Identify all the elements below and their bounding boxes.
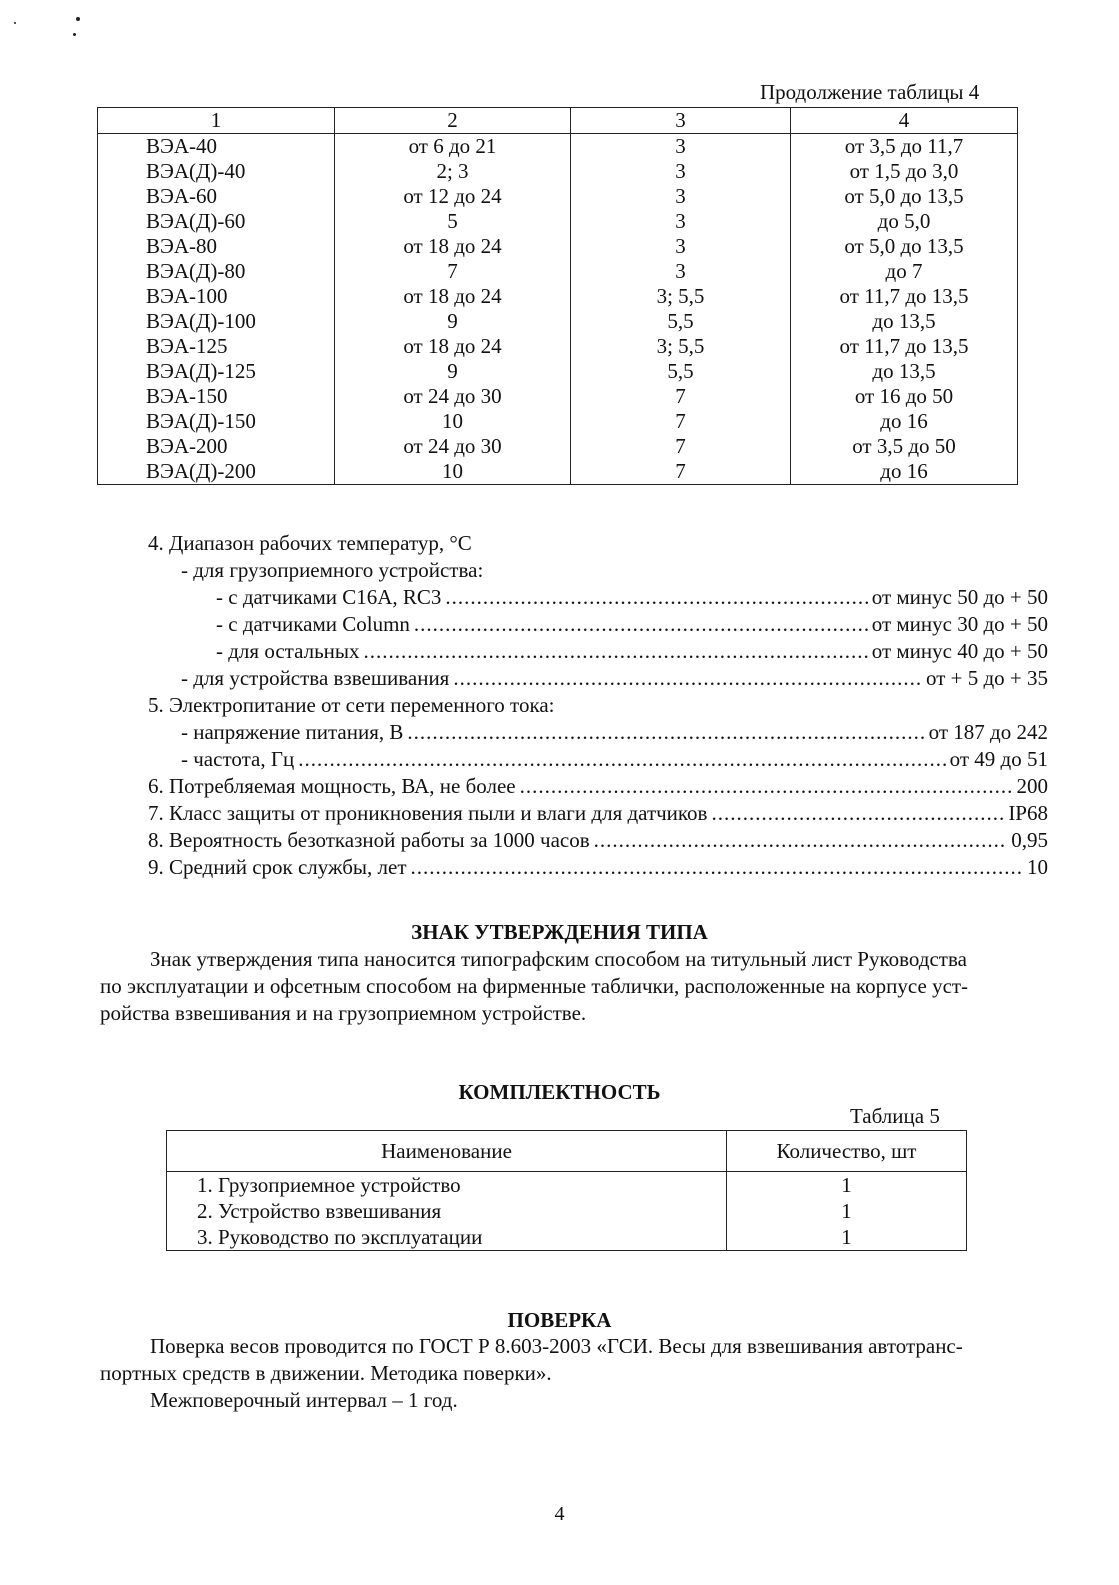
table4-cell: 9: [335, 309, 571, 334]
table5-caption: Таблица 5: [850, 1104, 940, 1128]
table4-row: [98, 409, 1018, 434]
table4-cell: ВЭА-200: [98, 434, 335, 459]
spec-value: от 187 до 242: [928, 720, 1048, 744]
table4-cell: до 13,5: [791, 309, 1018, 334]
table4-row: [98, 159, 1018, 184]
table4-row: [98, 259, 1018, 284]
table4-header-cell: 3: [571, 108, 791, 134]
spec-value: от минус 40 до + 50: [871, 639, 1048, 663]
paragraph-line: ройства взвешивания и на грузоприемном устройстве.: [100, 1001, 587, 1025]
spec-label: - для остальных: [216, 639, 360, 663]
table4-cell: ВЭА-100: [98, 284, 335, 309]
spec-value: 0,95: [1011, 828, 1048, 852]
table4-cell: от 3,5 до 11,7: [791, 134, 1018, 160]
table4-cell: до 5,0: [791, 209, 1018, 234]
table4-row: [98, 309, 1018, 334]
table5-header-cell: Количество, шт: [727, 1131, 967, 1172]
spec-label: 4. Диапазон рабочих температур, °C: [148, 531, 472, 555]
table4-cell: от 6 до 21: [335, 134, 571, 160]
table4-cell: от 11,7 до 13,5: [791, 334, 1018, 359]
spec-line-c16a: [216, 584, 1048, 611]
table4-cell: ВЭА-40: [98, 134, 335, 160]
spec-label: - с датчиками C16A, RC3: [216, 585, 442, 609]
table4-cell: ВЭА-60: [98, 184, 335, 209]
table5-header-cell: Наименование: [167, 1131, 727, 1172]
spec-line-power: [148, 773, 1048, 800]
table4-row: [98, 384, 1018, 409]
spec-line-frequency: [181, 746, 1048, 773]
table4-cell: до 7: [791, 259, 1018, 284]
table5-row: [167, 1198, 967, 1224]
table4-cell: 3: [571, 234, 791, 259]
table4-cell: от 16 до 50: [791, 384, 1018, 409]
table4-cell: 3: [571, 159, 791, 184]
table4-cell: 5,5: [571, 309, 791, 334]
verification-paragraph: [100, 1333, 1050, 1414]
table4-cell: 7: [571, 459, 791, 485]
spec-line-column: [216, 611, 1048, 638]
table4-cell: 10: [335, 409, 571, 434]
table4-row: [98, 359, 1018, 384]
spec-label: 9. Средний срок службы, лет: [148, 855, 407, 879]
table4-cell: 7: [571, 434, 791, 459]
spec-label: 7. Класс защиты от проникновения пыли и влаги для датчиков: [148, 801, 708, 825]
table4-cell: 3; 5,5: [571, 284, 791, 309]
leader-dots: [445, 584, 867, 611]
spec-value: от минус 50 до + 50: [871, 585, 1048, 609]
table4-row: [98, 184, 1018, 209]
table4-cell: ВЭА(Д)-150: [98, 409, 335, 434]
table5-cell: 1: [727, 1224, 967, 1251]
table4-cell: ВЭА-80: [98, 234, 335, 259]
table4-row: [98, 134, 1018, 160]
table4-cell: 7: [571, 384, 791, 409]
table5-row: [167, 1172, 967, 1199]
table4-row: [98, 434, 1018, 459]
spec-label: - частота, Гц: [181, 747, 295, 771]
table4-cell: от 1,5 до 3,0: [791, 159, 1018, 184]
spec-line-others: [216, 638, 1048, 665]
spec-line-weighing-device: [181, 665, 1048, 692]
table4-cell: ВЭА-125: [98, 334, 335, 359]
spec-label: - с датчиками Column: [216, 612, 410, 636]
page-number: 4: [554, 1503, 565, 1525]
table5-cell: 1. Грузоприемное устройство: [167, 1172, 727, 1199]
spec-label: - напряжение питания, В: [181, 720, 404, 744]
table4: [97, 107, 1018, 485]
table4-cell: ВЭА-150: [98, 384, 335, 409]
spec-label: - для грузоприемного устройства:: [181, 558, 484, 582]
approval-paragraph: [100, 946, 1050, 1027]
spec-value: от 49 до 51: [949, 747, 1048, 771]
table4-cell: от 3,5 до 50: [791, 434, 1018, 459]
table4-row: [98, 459, 1018, 485]
verification-heading: ПОВЕРКА: [507, 1308, 612, 1332]
spec-value: 200: [1016, 774, 1048, 798]
table4-cell: до 16: [791, 459, 1018, 485]
table4-cell: от 24 до 30: [335, 384, 571, 409]
table4-cell: от 11,7 до 13,5: [791, 284, 1018, 309]
table4-cell: 5: [335, 209, 571, 234]
leader-dots: [298, 746, 945, 773]
table4-cell: до 16: [791, 409, 1018, 434]
spec-line-service-life: [148, 854, 1048, 881]
scan-speck: [73, 33, 76, 36]
spec-value: IP68: [1008, 801, 1048, 825]
spec-line-protection-class: [148, 800, 1048, 827]
spec-value: от минус 30 до + 50: [871, 612, 1048, 636]
paragraph-line: по эксплуатации и офсетным способом на фирменные таблички, расположенные на корпусе уст-: [100, 974, 969, 998]
spec-label: 5. Электропитание от сети переменного тока:: [148, 693, 555, 717]
table4-cell: до 13,5: [791, 359, 1018, 384]
table4-cell: от 18 до 24: [335, 334, 571, 359]
table4-cell: от 24 до 30: [335, 434, 571, 459]
approval-heading: ЗНАК УТВЕРЖДЕНИЯ ТИПА: [411, 920, 708, 944]
table4-caption: Продолжение таблицы 4: [760, 80, 980, 104]
table4-cell: 7: [335, 259, 571, 284]
table4-cell: 7: [571, 409, 791, 434]
table4-cell: ВЭА(Д)-80: [98, 259, 335, 284]
table4-row: [98, 334, 1018, 359]
table4-cell: 3: [571, 134, 791, 160]
spec-load-receiver-heading: [181, 557, 483, 584]
completeness-heading: КОМПЛЕКТНОСТЬ: [458, 1080, 661, 1104]
table4-cell: 3: [571, 184, 791, 209]
scan-speck: [76, 17, 80, 21]
table4-cell: 3; 5,5: [571, 334, 791, 359]
table4-cell: от 5,0 до 13,5: [791, 234, 1018, 259]
spec-value: 10: [1027, 855, 1048, 879]
spec-line-reliability: [148, 827, 1048, 854]
leader-dots: [453, 665, 922, 692]
table4-row: [98, 284, 1018, 309]
table4-cell: от 18 до 24: [335, 284, 571, 309]
leader-dots: [414, 611, 868, 638]
spec-label: - для устройства взвешивания: [181, 666, 450, 690]
table4-cell: 2; 3: [335, 159, 571, 184]
leader-dots: [711, 800, 1004, 827]
table4-cell: 5,5: [571, 359, 791, 384]
leader-dots: [407, 719, 924, 746]
table5-row: [167, 1224, 967, 1251]
paragraph-line: Поверка весов проводится по ГОСТ Р 8.603-2003 «ГСИ. Весы для взвешивания автотранс-: [150, 1334, 963, 1358]
table4-cell: ВЭА(Д)-100: [98, 309, 335, 334]
table4-header-row: [98, 108, 1018, 134]
table4-cell: от 5,0 до 13,5: [791, 184, 1018, 209]
table4-row: [98, 234, 1018, 259]
scan-speck: [14, 22, 16, 24]
table4-cell: ВЭА(Д)-125: [98, 359, 335, 384]
table5-cell: 2. Устройство взвешивания: [167, 1198, 727, 1224]
leader-dots: [520, 773, 1013, 800]
table4-header-cell: 1: [98, 108, 335, 134]
table4-row: [98, 209, 1018, 234]
table4-cell: 3: [571, 209, 791, 234]
table4-cell: ВЭА(Д)-60: [98, 209, 335, 234]
table4-cell: ВЭА(Д)-200: [98, 459, 335, 485]
table4-header-cell: 4: [791, 108, 1018, 134]
spec-line-voltage: [181, 719, 1048, 746]
spec-item-4-title: [148, 530, 472, 557]
table5-cell: 1: [727, 1198, 967, 1224]
table4-cell: от 12 до 24: [335, 184, 571, 209]
table4-header-cell: 2: [335, 108, 571, 134]
table4-cell: ВЭА(Д)-40: [98, 159, 335, 184]
paragraph-line: Межповерочный интервал – 1 год.: [150, 1388, 458, 1412]
table4-cell: 10: [335, 459, 571, 485]
table5: [166, 1130, 967, 1251]
spec-label: 6. Потребляемая мощность, ВА, не более: [148, 774, 516, 798]
spec-item-5-title: [148, 692, 555, 719]
spec-value: от + 5 до + 35: [925, 666, 1048, 690]
paragraph-line: портных средств в движении. Методика поверки».: [100, 1361, 552, 1385]
table4-cell: от 18 до 24: [335, 234, 571, 259]
leader-dots: [411, 854, 1023, 881]
leader-dots: [364, 638, 868, 665]
paragraph-line: Знак утверждения типа наносится типографским способом на титульный лист Руководства: [150, 947, 967, 971]
table5-cell: 1: [727, 1172, 967, 1199]
spec-label: 8. Вероятность безотказной работы за 1000 часов: [148, 828, 590, 852]
leader-dots: [594, 827, 1008, 854]
table4-cell: 3: [571, 259, 791, 284]
table4-cell: 9: [335, 359, 571, 384]
table5-cell: 3. Руководство по эксплуатации: [167, 1224, 727, 1251]
table5-header-row: [167, 1131, 967, 1172]
